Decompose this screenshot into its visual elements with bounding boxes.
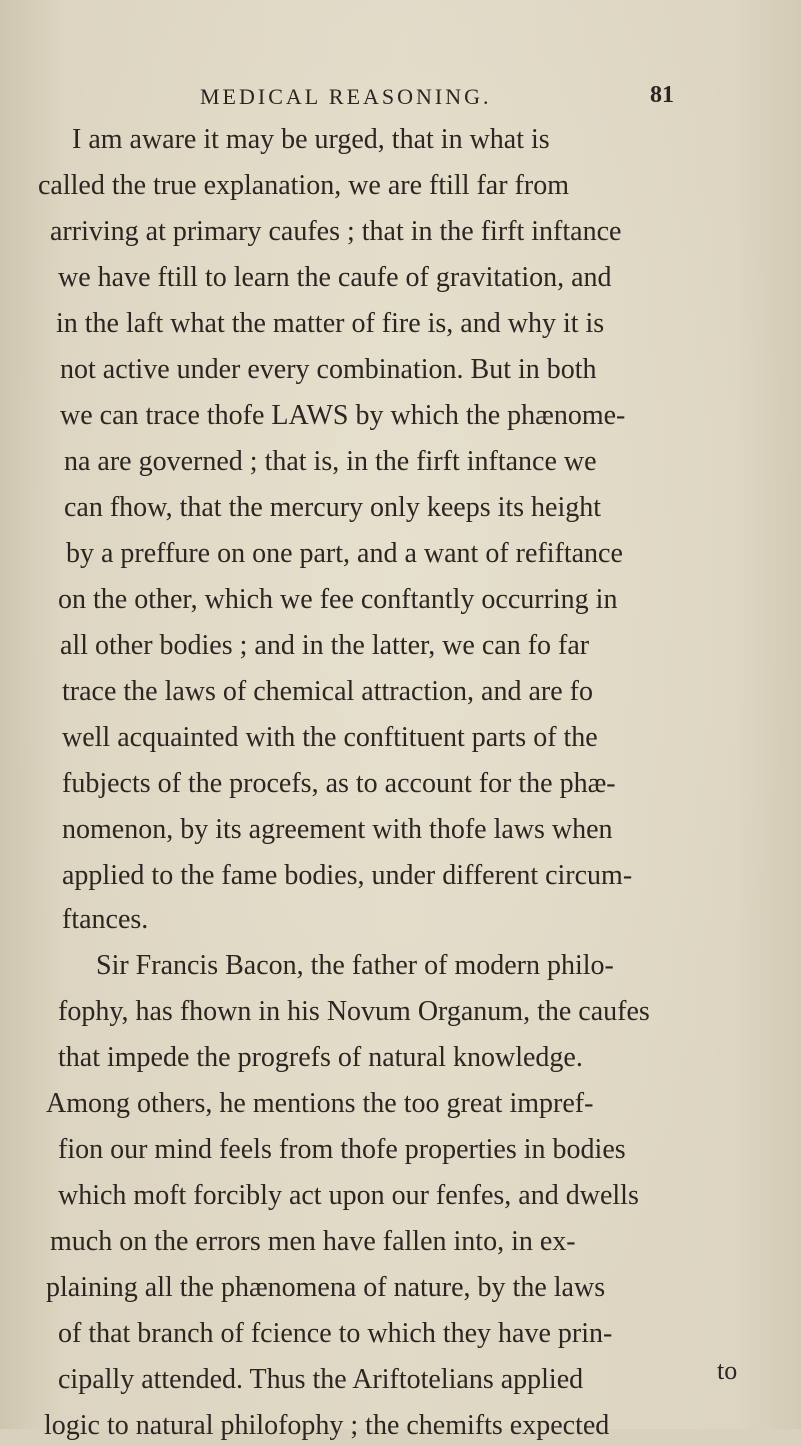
text-line: Sir Francis Bacon, the father of modern philo- bbox=[96, 950, 614, 981]
running-head: MEDICAL REASONING. bbox=[200, 84, 492, 109]
text-line: cipally attended. Thus the Ariftotelians applied bbox=[58, 1364, 584, 1395]
text-line: logic to natural philofophy ; the chemifts expected bbox=[44, 1410, 610, 1441]
text-line: trace the laws of chemical attraction, and are fo bbox=[62, 676, 593, 707]
page-number: 81 bbox=[650, 82, 674, 108]
text-line: Among others, he mentions the too great impref- bbox=[46, 1088, 594, 1119]
text-line: all other bodies ; and in the latter, we can fo far bbox=[60, 630, 590, 661]
text-line: on the other, which we fee conftantly occurring in bbox=[58, 584, 618, 615]
text-line: that impede the progrefs of natural knowledge. bbox=[58, 1042, 583, 1073]
text-line: arriving at primary caufes ; that in the firft inftance bbox=[50, 216, 622, 247]
text-line: fion our mind feels from thofe properties in bodies bbox=[58, 1134, 626, 1165]
text-line: of that branch of fcience to which they have prin- bbox=[58, 1318, 613, 1349]
text-line: we have ftill to learn the caufe of gravitation, and bbox=[58, 262, 612, 293]
text-line: na are governed ; that is, in the firft inftance we bbox=[64, 446, 597, 477]
text-line: can fhow, that the mercury only keeps its height bbox=[64, 492, 602, 523]
text-line: nomenon, by its agreement with thofe laws when bbox=[62, 814, 613, 845]
text-line: in the laft what the matter of fire is, and why it is bbox=[56, 308, 605, 339]
text-line: which moft forcibly act upon our fenfes, and dwells bbox=[58, 1180, 639, 1211]
text-line: applied to the fame bodies, under different circum- bbox=[62, 860, 633, 891]
text-line: we can trace thofe LAWS by which the phænome- bbox=[60, 400, 626, 431]
catchword: to bbox=[717, 1356, 738, 1385]
text-line: fophy, has fhown in his Novum Organum, the caufes bbox=[58, 996, 650, 1027]
text-line: fubjects of the procefs, as to account for the phæ- bbox=[62, 768, 616, 799]
text-line: ftances. bbox=[62, 904, 149, 935]
text-line: by a preffure on one part, and a want of refiftance bbox=[66, 538, 623, 569]
text-line: I am aware it may be urged, that in what is bbox=[72, 124, 550, 155]
page-header bbox=[0, 78, 801, 118]
text-line: much on the errors men have fallen into, in ex- bbox=[50, 1226, 576, 1257]
text-line: well acquainted with the conftituent parts of the bbox=[62, 722, 598, 753]
text-line: called the true explanation, we are ftill far from bbox=[38, 170, 569, 201]
text-line: plaining all the phænomena of nature, by the laws bbox=[46, 1272, 606, 1303]
text-line: not active under every combination. But in both bbox=[60, 354, 597, 385]
